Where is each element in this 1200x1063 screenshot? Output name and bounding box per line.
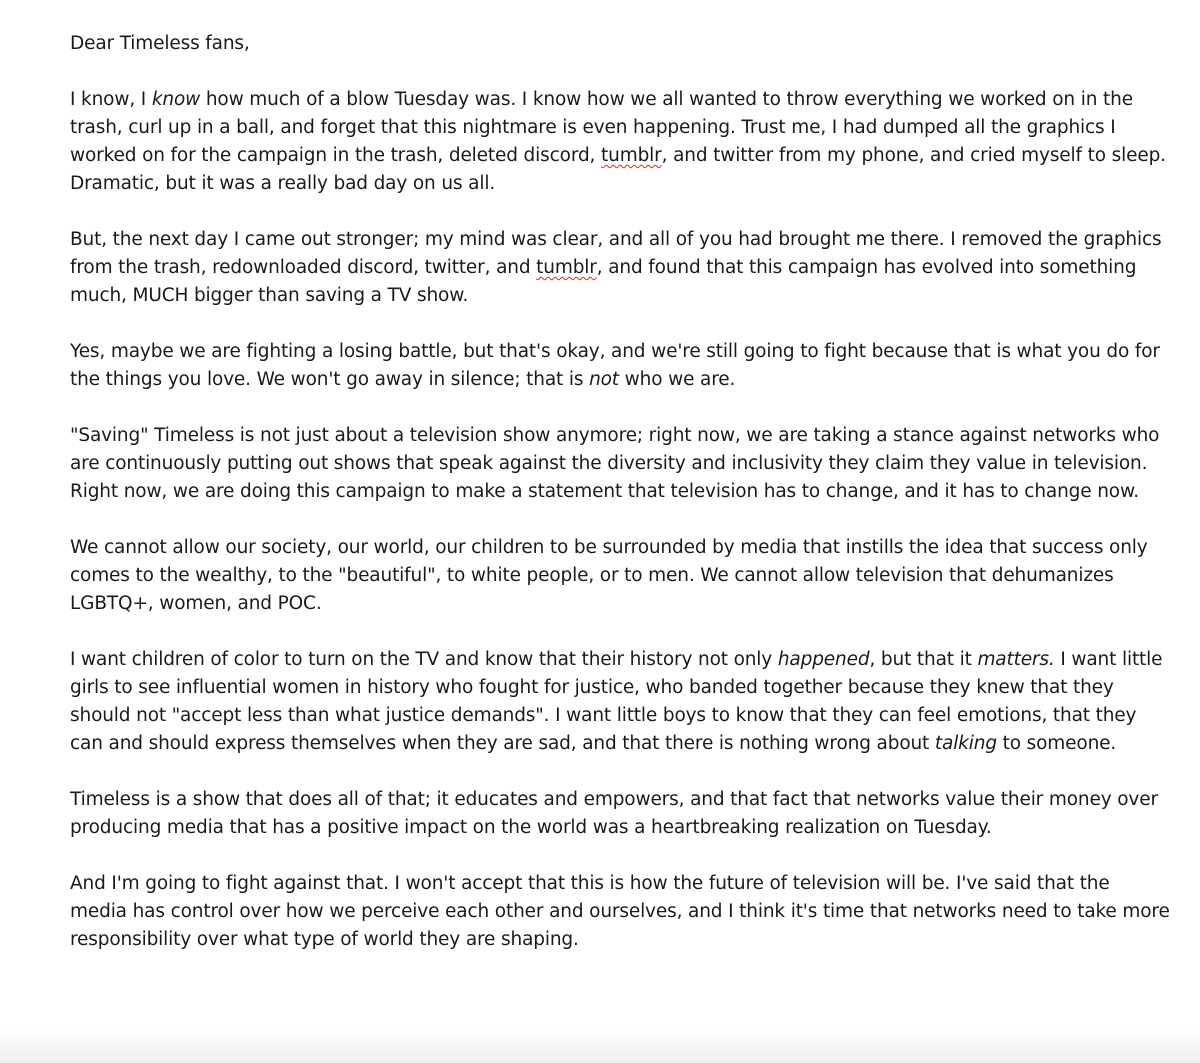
paragraph-6 (70, 646, 1170, 758)
paragraph-3 (70, 338, 1170, 394)
misspelled-word: tumblr (536, 257, 597, 278)
paragraph-2 (70, 226, 1170, 310)
text-run: Yes, maybe we are fighting a losing battle, but that's okay, and we're still going to fight because that is what you do for the things you love. We won't go away in silence; that is (70, 341, 1160, 390)
text-run: I want little girls to see influential women in history who fought for justice, who banded together because they knew that they should not "accept less than what justice demands". I want little boys to know that they can feel emotions, that they can and should express themselves when they are sad, and that there is nothing wrong about (70, 649, 1163, 754)
emphasis-text: know (151, 89, 201, 110)
paragraph-1 (70, 86, 1170, 198)
emphasis-text: not (589, 369, 619, 390)
emphasis-text: matters. (977, 649, 1055, 670)
text-run: And I'm going to fight against that. I won't accept that this is how the future of television will be. I've said that the media has control over how we perceive each other and ourselves, and I think it's time that networks need to take more responsibility over what type of world they are shaping. (70, 873, 1170, 950)
text-run: to someone. (996, 733, 1117, 754)
text-run: how much of a blow Tuesday was. I know how we all wanted to throw everything we worked on in the trash, curl up in a ball, and forget that this nightmare is even happening. Trust me, I had dumped all the graphics I worked on for the campaign in the trash, deleted discord, (70, 89, 1133, 166)
emphasis-text: happened (777, 649, 870, 670)
paragraph-5 (70, 534, 1170, 618)
text-run: , and twitter from my phone, and cried myself to sleep. Dramatic, but it was a really bad day on us all. (70, 145, 1166, 194)
greeting: Dear Timeless fans, (70, 33, 250, 54)
text-run: But, the next day I came out stronger; my mind was clear, and all of you had brought me there. I removed the graphics from the trash, redownloaded discord, twitter, and (70, 229, 1162, 278)
paragraph-7 (70, 786, 1170, 842)
misspelled-word: tumblr (601, 145, 662, 166)
text-run: I want children of color to turn on the TV and know that their history not only (70, 649, 778, 670)
text-run: "Saving" Timeless is not just about a television show anymore; right now, we are taking a stance against networks who are continuously putting out shows that speak against the diversity and inclusivity they claim they value in television. Right now, we are doing this campaign to make a statement that television has to change, and it has to change now. (70, 425, 1160, 502)
emphasis-text: talking (934, 733, 997, 754)
paragraph-8 (70, 870, 1170, 954)
text-run: We cannot allow our society, our world, our children to be surrounded by media that instills the idea that success only comes to the wealthy, to the "beautiful", to white people, or to men. We cannot allow television that dehumanizes LGBTQ+, women, and POC. (70, 537, 1148, 614)
bottom-fade (0, 1029, 1200, 1063)
text-run: Timeless is a show that does all of that; it educates and empowers, and that fact that networks value their money over producing media that has a positive impact on the world was a heartbreaking realization on Tuesday. (70, 789, 1158, 838)
paragraph-4 (70, 422, 1170, 506)
text-run: , and found that this campaign has evolved into something much, MUCH bigger than saving a TV show. (70, 257, 1137, 306)
text-run: I know, I (70, 89, 152, 110)
text-run: , but that it (869, 649, 978, 670)
text-run: who we are. (618, 369, 736, 390)
